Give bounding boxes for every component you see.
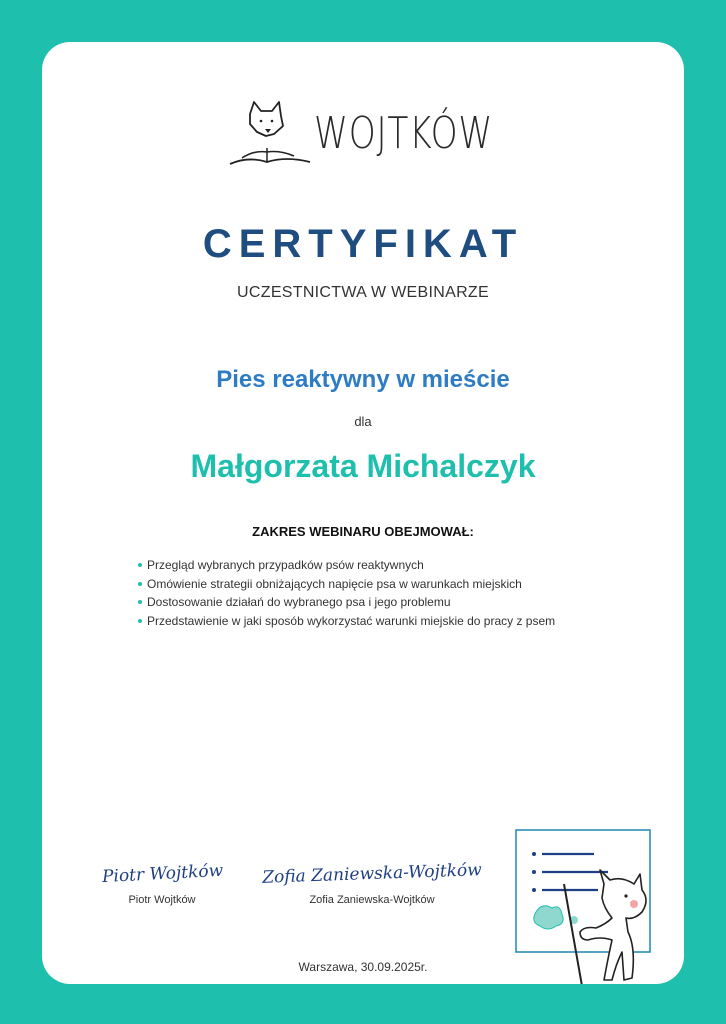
handwritten-signature: Zofia Zaniewska-Wojtków	[261, 860, 483, 888]
certificate-subtitle: UCZESTNICTWA W WEBINARZE	[237, 284, 489, 301]
dog-reading-book-icon	[228, 100, 312, 172]
brand-logo	[228, 100, 498, 172]
scope-list	[138, 556, 555, 630]
list-item-text: Dostosowanie działań do wybranego psa i jego problemu	[147, 595, 451, 609]
bullet-icon	[138, 619, 142, 623]
scope-heading: ZAKRES WEBINARU OBEJMOWAŁ:	[252, 524, 474, 539]
bullet-icon	[138, 582, 142, 586]
bullet-icon	[138, 600, 142, 604]
list-item-text: Przedstawienie w jaki sposób wykorzystać warunki miejskie do pracy z psem	[147, 613, 556, 628]
brand-name: WOJTKÓW	[314, 108, 494, 159]
signature-piotr	[101, 860, 224, 906]
bullet-icon	[138, 563, 142, 567]
signature-zofia	[256, 860, 488, 906]
for-label: dla	[354, 414, 372, 429]
list-item	[138, 593, 555, 612]
list-item	[138, 612, 555, 631]
list-item-text: Przegląd wybranych przypadków psów reaktywnych	[147, 558, 424, 572]
list-item	[138, 575, 555, 594]
signatory-name: Zofia Zaniewska-Wojtków	[309, 894, 435, 906]
certificate-title: CERTYFIKAT	[202, 222, 524, 266]
signatory-name: Piotr Wojtków	[128, 894, 196, 906]
certificate-card	[42, 42, 684, 984]
issue-date: Warszawa, 30.09.2025r.	[298, 960, 428, 974]
list-item-text: Omówienie strategii obniżających napięcie psa w warunkach miejskich	[147, 576, 522, 591]
list-item	[138, 556, 555, 575]
handwritten-signature: Piotr Wojtków	[101, 860, 224, 888]
webinar-title: Pies reaktywny w mieście	[216, 366, 510, 393]
recipient-name: Małgorzata Michalczyk	[190, 448, 536, 484]
dog-teacher-whiteboard-icon	[512, 828, 662, 984]
